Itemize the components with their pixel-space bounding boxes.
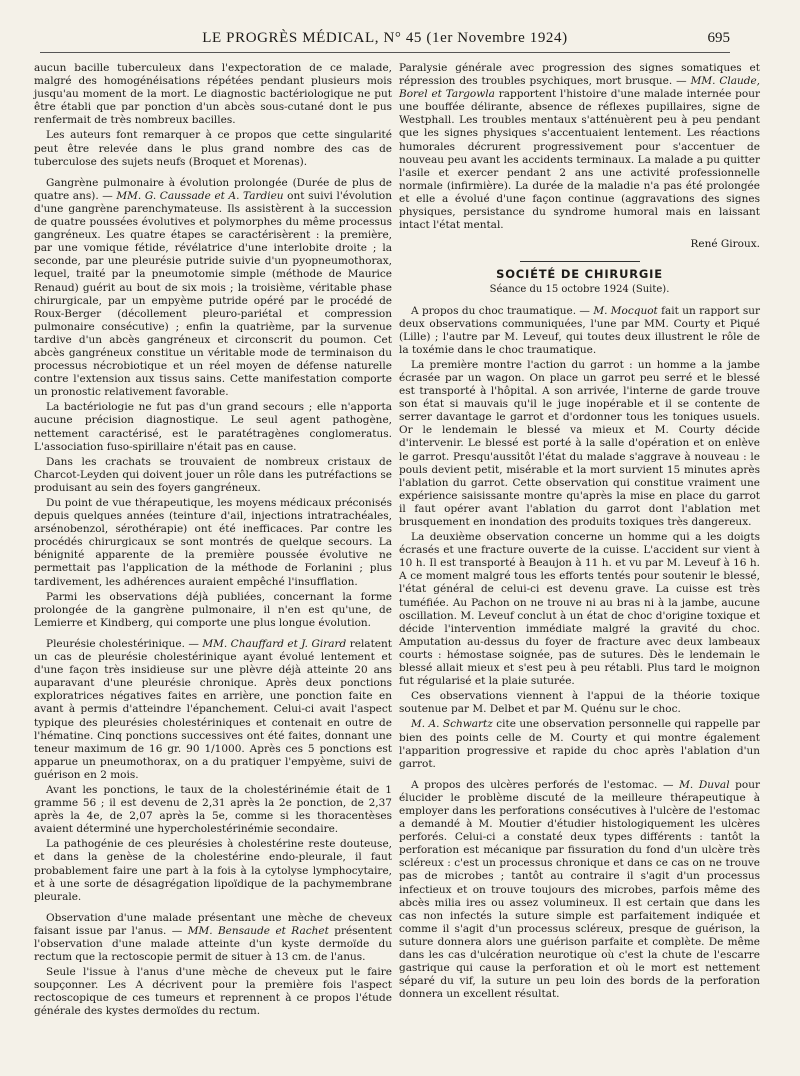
author-names: MM. Chauffard et J. Girard	[202, 637, 347, 650]
paragraph	[34, 177, 392, 400]
paragraph-heading: Gangrène pulmonaire à évolution prolongée (Durée de plus de quatre ans). —	[34, 176, 392, 202]
paragraph-text: fait un rapport sur deux observations communiquées, l'une par MM. Courty et Piqué (Lille) ; l'autre par M. Leveuf, qui toutes deux illustrent le rôle de la toxémie dans le choc traumatique.	[399, 304, 761, 356]
author-names: M. Mocquot	[593, 304, 658, 317]
running-header	[40, 30, 730, 53]
paragraph-text: rapportent l'histoire d'une malade internée pour une bouffée délirante, absence de réflexes pupillaires, signe de Westphall. Les troubles mentaux s'atténuèrent peu à peu pendant que les signes physiques s'accentuaient lentement. Les réactions humorales décrurent progressivement pour s'accentuer de nouveau peu avant les accidents terminaux. La malade a pu quitter l'asile et exercer pendant 2 ans une activité professionnelle normale (infirmière). La durée de la maladie n'a pas été prolongée et elle a évolué d'une façon continue (aggravations des signes physiques, persistance du syndrome humoral mais en laissant intact l'état mental.	[399, 88, 760, 232]
paragraph-heading: Pleurésie cholestérinique. —	[46, 637, 199, 650]
paragraph: La première montre l'action du garrot : un homme a la jambe écrasée par un wagon. On place un garrot peu serré et le blessé est transporté à l'hôpital. A son arrivée, l'interne de garde trouve son état si mauvais qu'il le juge inopérable et il se contente de serrer davantage le garrot et d'ordonner tous les toniques usuels. Or le lendemain le blessé va mieux et M. Courty décide d'intervenir. Le blessé est porté à la salle d'opération et on enlève le garrot. Presqu'aussitôt l'état du malade s'aggrave à nouveau : le pouls devient petit, misérable et la mort survient 15 minutes après l'ablation du garrot. Cette observation qui constitue vraiment une expérience saisissante montre qu'après la mise en place du garrot il faut opérer avant l'ablation du garrot dont l'ablation met brusquement en inondation des produits toxiques très dangereux.	[399, 358, 760, 528]
paragraph-text: relatent un cas de pleurésie cholestérinique ayant évolué lentement et d'une façon très insidieuse sur une plèvre déjà atteinte 20 ans auparavant d'une pleurésie chronique. Après deux ponctions exploratrices négatives faites en arrière, une ponction faite en avant à permis d'atteindre l'épanchement. Celui-ci avait l'aspect typique des pleurésies cholestériniques et contenait en outre de l'hématine. Cinq ponctions successives ont été faites, donnant une teneur maximum de 16 gr. 90 1/1000. Après ces 5 ponctions est apparue un pneumothorax, on a du pratiquer l'empyème, suivi de guérison en 2 mois.	[34, 637, 392, 781]
author-names: MM. Bensaude et Rachet	[187, 924, 329, 937]
paragraph-heading: Observation d'une malade présentant une mèche de cheveux faisant issue par l'anus. —	[34, 911, 392, 937]
paragraph: Ces observations viennent à l'appui de la théorie toxique soutenue par M. Delbet et par M. Quénu sur le choc.	[399, 690, 760, 716]
session-date: Séance du 15 octobre 1924 (Suite).	[489, 284, 670, 296]
right-column	[399, 62, 760, 1003]
paragraph	[399, 305, 760, 357]
author-names: M. A. Schwartz	[411, 718, 493, 731]
paragraph	[399, 718, 760, 770]
paragraph-heading: Paralysie générale avec progression des signes somatiques et répression des troubles psychiques, mort brusque. —	[399, 62, 760, 88]
paragraph: Seule l'issue à l'anus d'une mèche de cheveux put le faire soupçonner. Les A décrivent pour la première fois l'aspect rectoscopique de ces tumeurs et reprennent à ce propos l'étude générale des kystes dermoïdes du rectum.	[34, 966, 392, 1018]
paragraph: Les auteurs font remarquer à ce propos que cette singularité peut être relevée dans le plus grand nombre des cas de tuberculose des sujets neufs (Broquet et Morenas).	[34, 129, 392, 168]
paragraph-heading: A propos du choc traumatique. —	[411, 304, 590, 317]
separator-rule	[520, 261, 640, 262]
paragraph	[34, 638, 392, 782]
paragraph	[34, 912, 392, 964]
paragraph-text: pour élucider le problème discuté de la meilleure thérapeutique à employer dans les perforations consécutives à l'ulcère de l'estomac a demandé à M. Moutier d'étudier histologiquement les ulcères perforés. Celui-ci a constaté deux types différents : tantôt la perforation est mécanique par fissuration du fond d'un ulcère très scléreux : c'est un processus chronique et dans ce cas on ne trouve pas de microbes ; tantôt au contraire il s'agit d'un processus infectieux et on trouve toujours des microbes, parfois même des abcès milia ires ou assez volumineux. Il est certain que dans les cas non infectés la suture simple est parfaitement indiquée et comme il s'agit d'un processus scléreux, presque de guérison, la suture donnera alors une guérison parfaite et complète. De même dans les cas d'ulcération neurotique où c'est la chute de l'escarre gastrique qui cause la perforation et où le mort est nettement séparé du vif, la suture un peu loin des bords de la perforation donnera un excellent résultat.	[399, 778, 760, 1001]
paragraph: Du point de vue thérapeutique, les moyens médicaux préconisés depuis quelques années (teinture d'ail, injections intratrachéales, arsénobenzol, sérothérapie) ont été inefficaces. Par contre les procédés chirurgicaux se sont montrés de quelque secours. La bénignité apparente de la première poussée évolutive ne permettait pas l'application de la méthode de Forlanini ; plus tardivement, les adhérences auraient empêché l'insufflation.	[34, 497, 392, 588]
paragraph	[399, 62, 760, 232]
paragraph-text: ont suivi l'évolution d'une gangrène parenchymateuse. Ils assistèrent à la succession de quatre poussées évolutives et polymorphes du même processus gangréneux. Les quatre étapes se caractérisèrent : la première, par une vomique fétide, révélatrice d'une interlobite droite ; la seconde, par une pleurésie putride suivie d'un pyopneumothorax, lequel, traité par la pneumotomie simple (méthode de Maurice Renaud) guérit au bout de six mois ; la troisième, véritable phase chirurgicale, par un empyème putride opéré par le procédé de Roux-Berger (décollement pleuro-pariétal et compression pulmonaire consécutive) ; enfin la quatrième, par la survenue tardive d'un abcès gangréneux et circonscrit du poumon. Cet abcès gangréneux constitue un véritable mode de terminaison du processus nécrobiotique et un réel moyen de défense naturelle contre l'extension aux tissus sains. Cette manifestation comporte un pronostic relativement favorable.	[34, 189, 392, 399]
paragraph-heading: A propos des ulcères perforés de l'estomac. —	[411, 778, 674, 791]
journal-title: LE PROGRÈS MÉDICAL, N° 45 (1er Novembre 1924)	[202, 30, 568, 46]
section-title: SOCIÉTÉ DE CHIRURGIE	[496, 267, 663, 282]
paragraph: Parmi les observations déjà publiées, concernant la forme prolongée de la gangrène pulmonaire, il n'en est qu'une, de Lemierre et Kindberg, qui comporte une plus longue évolution.	[34, 590, 392, 629]
author-names: MM. G. Caussade et A. Tardieu	[116, 189, 284, 202]
paragraph-text: présentent l'observation d'une malade atteinte d'un kyste dermoïde du rectum que la rectoscopie permit de situer à 13 cm. de l'anus.	[34, 924, 392, 964]
left-column	[34, 62, 392, 1021]
signature: René Giroux.	[690, 238, 760, 251]
paragraph: La deuxième observation concerne un homme qui a les doigts écrasés et une fracture ouverte de la cuisse. L'accident sur vient à 10 h. Il est transporté à Beaujon à 11 h. et vu par M. Leveuf à 16 h. A ce moment malgré tous les efforts tentés pour soutenir le blessé, l'état général de celui-ci est devenu grave. La cuisse est très tuméfiée. Au Pachon on ne trouve ni au bras ni à la jambe, aucune oscillation. M. Leveuf conclut à un état de choc d'origine toxique et décide l'intervention immédiate malgré la gravité du choc. Amputation au-dessus du foyer de fracture avec deux lambeaux courts : hémostase soignée, pas de sutures. Dès le lendemain le blessé allait mieux et s'est peu à peu rétabli. Plus tard le moignon fut régularisé et la plaie suturée.	[399, 531, 760, 688]
paragraph: La pathogénie de ces pleurésies à cholestérine reste douteuse, et dans la genèse de la cholestérine endo-pleurale, il faut probablement faire une part à la fois à la cytolyse lymphocytaire, et à une sorte de désagrégation lipoïdique de la pachymembrane pleurale.	[34, 838, 392, 903]
author-names: MM. Claude, Borel et Targowla	[399, 75, 761, 101]
paragraph: aucun bacille tuberculeux dans l'expectoration de ce malade, malgré des homogénéisations répétées pendant plusieurs mois jusqu'au moment de la mort. Le diagnostic bactériologique ne put être établi que par ponction d'un abcès sous-cutané dont le pus renfermait de très nombreux bacilles.	[34, 62, 392, 127]
paragraph: Dans les crachats se trouvaient de nombreux cristaux de Charcot-Leyden qui doivent jouer un rôle dans les putréfactions se produisant au sein des foyers gangréneux.	[34, 455, 392, 494]
paragraph: La bactériologie ne fut pas d'un grand secours ; elle n'apporta aucune précision diagnostique. Le seul agent pathogène, nettement caractérisé, est le paratétragènes conglomeratus. L'association fuso-spirillaire n'était pas en cause.	[34, 401, 392, 453]
page-number: 695	[707, 30, 730, 46]
author-names: M. Duval	[679, 778, 730, 791]
paragraph-text: cite une observation personnelle qui rappelle par bien des points celle de M. Courty et qui montre également l'apparition progressive et rapide du choc après l'ablation d'un garrot.	[399, 718, 761, 770]
paragraph: Avant les ponctions, le taux de la cholestérinémie était de 1 gramme 56 ; il est devenu de 2,31 après la 2e ponction, de 2,37 après la 4e, de 2,07 après la 5e, comme si les thoracentèses avaient déterminé une hypercholestérinémie secondaire.	[34, 783, 392, 836]
paragraph	[399, 779, 760, 1002]
